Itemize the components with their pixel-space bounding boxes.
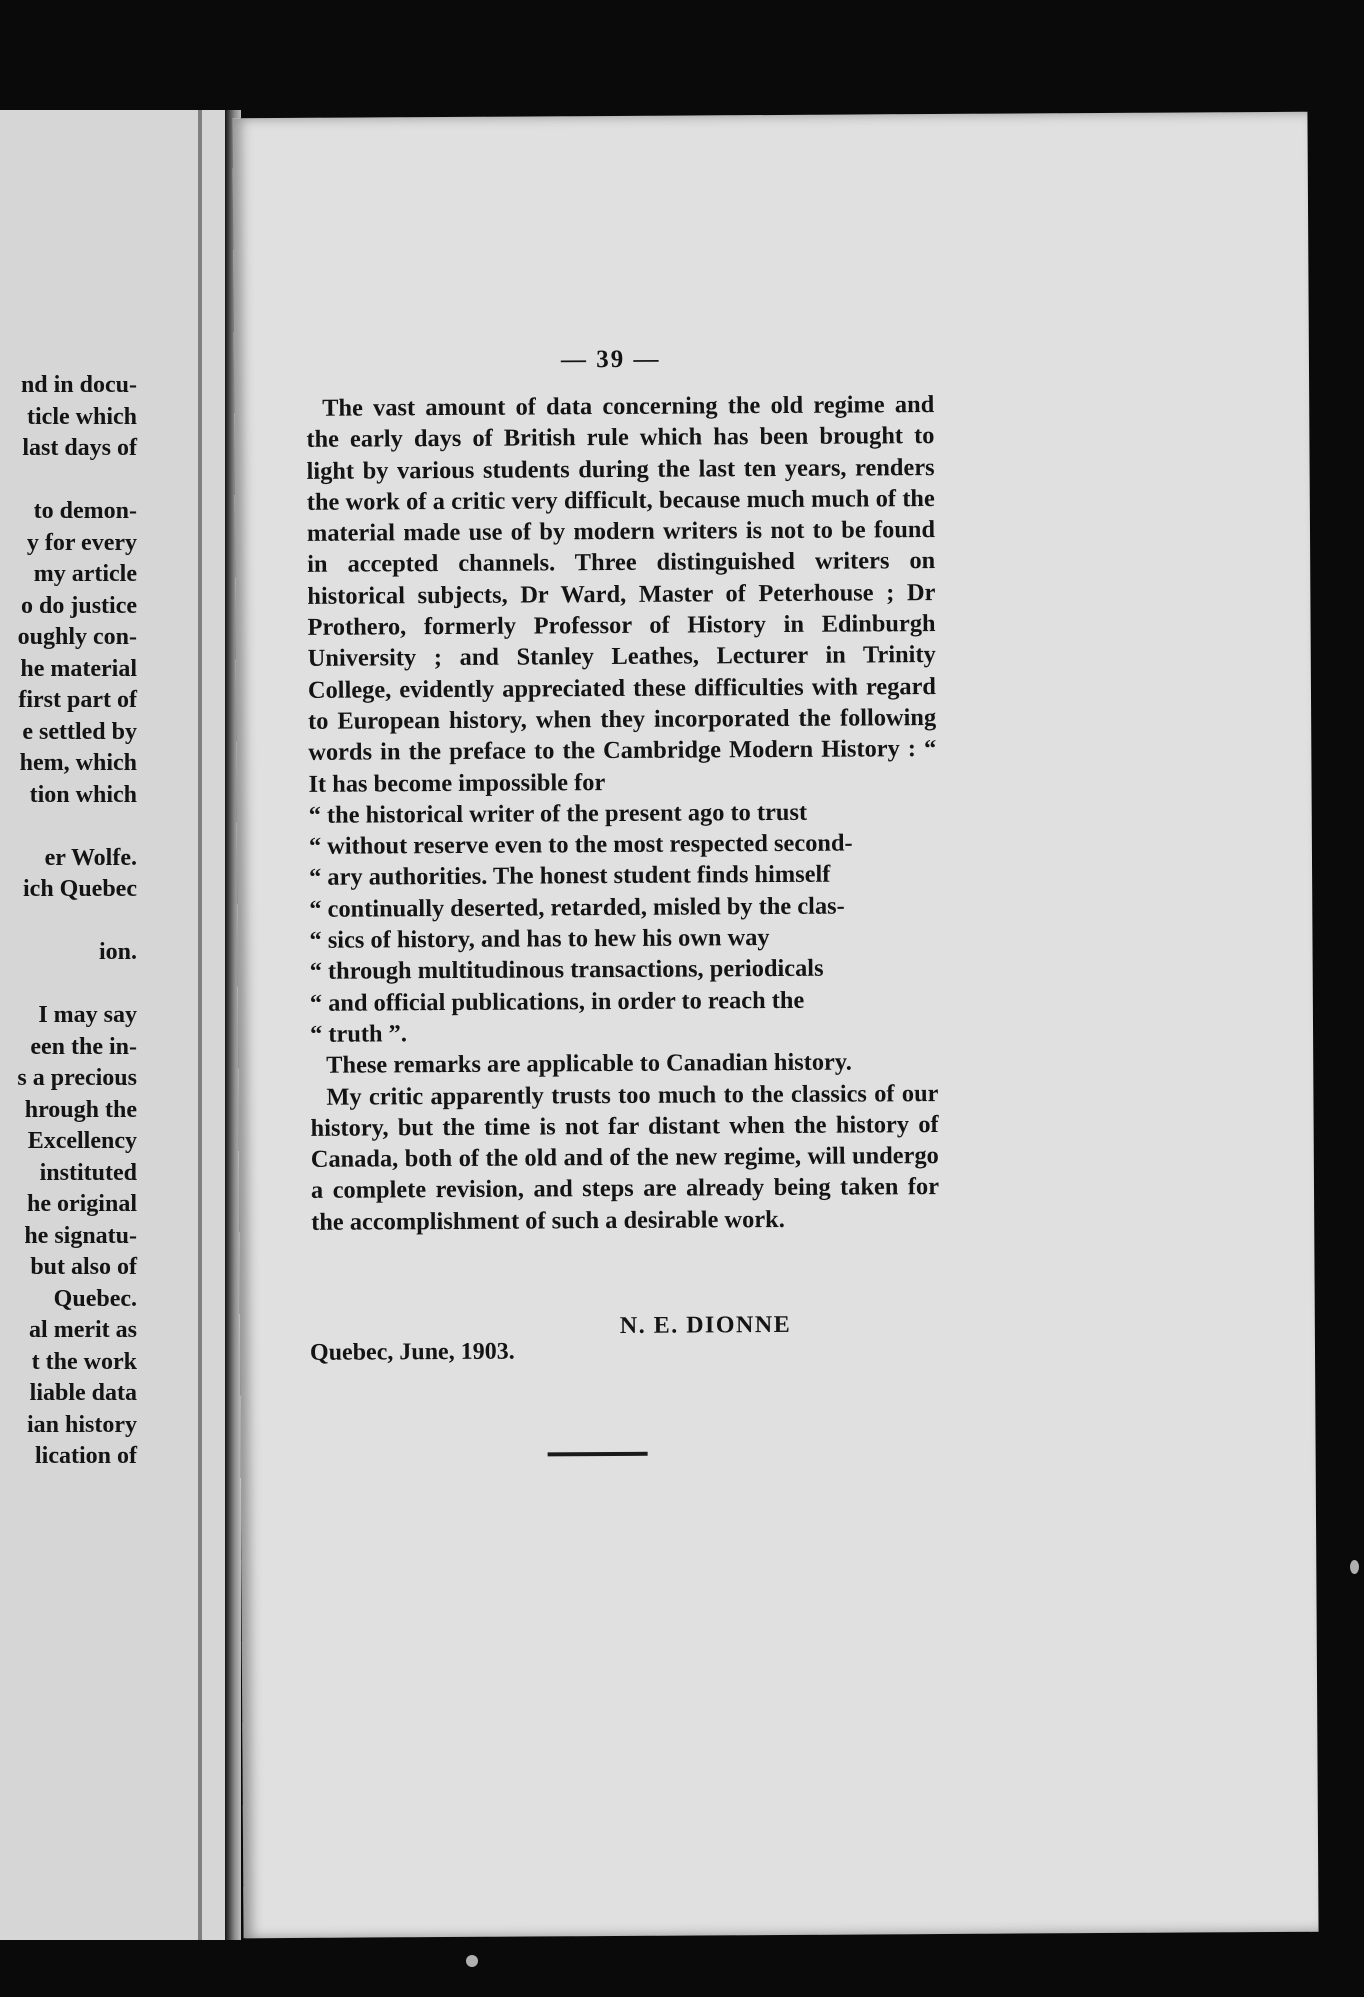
right-page xyxy=(232,112,1318,1939)
quote-line: “ truth ”. xyxy=(309,1020,408,1048)
left-page-line: he material xyxy=(20,655,137,682)
left-page-line: t the work xyxy=(31,1348,137,1375)
scan-speck xyxy=(1350,1560,1359,1574)
quote-line: “ continually deserted, retarded, misled by the clas- xyxy=(309,892,845,923)
left-page-line: I may say xyxy=(38,1002,137,1028)
page-number: — 39 — xyxy=(560,345,661,374)
left-page-line xyxy=(0,906,137,938)
left-page-line: hrough the xyxy=(24,1096,137,1123)
quote-line: “ and official publications, in order to reach the xyxy=(309,986,805,1017)
quote-line: “ sics of history, and has to hew his own way xyxy=(309,924,770,954)
left-page-line: hem, which xyxy=(19,750,137,776)
left-page-line xyxy=(0,811,137,843)
dateline: Quebec, June, 1903. xyxy=(309,1338,515,1366)
left-page-line: to demon- xyxy=(33,498,137,524)
end-rule xyxy=(548,1452,648,1457)
left-page-line: e settled by xyxy=(22,718,137,745)
left-page-line: al merit as xyxy=(29,1317,137,1343)
quote-line: “ without reserve even to the most respected second- xyxy=(308,829,853,861)
left-page-line: he signatu- xyxy=(24,1222,137,1249)
quote-line: “ through multitudinous transactions, periodicals xyxy=(309,955,824,986)
left-page-line: ticle which xyxy=(27,403,137,430)
quote-line: “ the historical writer of the present ago to trust xyxy=(308,798,808,829)
left-page-line: but also of xyxy=(30,1254,137,1280)
paragraph-1: The vast amount of data concerning the old regime and the early days of British rule which has been brought to light by various students during the last ten years, renders the work of a critic very difficult, because much much of the material made use of by modern writers is not to be found in accepted channels. Three distinguished writers on historical subjects, Dr Ward, Master of Peterhouse ; Dr Prothero, formerly Professor of History in Edinburgh University ; and Stanley Leathes, Lecturer in Trinity College, evidently appreciated these difficulties with regard to European history, when they incorporated the following words in the preface to the Cambridge Modern History : “ It has become impossible for xyxy=(306,391,937,798)
left-page-line: liable data xyxy=(29,1380,137,1406)
left-page-line: ian history xyxy=(26,1411,137,1438)
left-page-line: Excellency xyxy=(27,1128,137,1154)
left-page-line: first part of xyxy=(18,687,137,713)
left-page-line xyxy=(0,969,137,1001)
left-page-line: ich Quebec xyxy=(23,876,137,902)
left-page-line: y for every xyxy=(26,529,137,556)
left-page-text xyxy=(0,370,137,1473)
left-page-line: een the in- xyxy=(30,1033,137,1060)
body-text xyxy=(306,389,939,1238)
left-page-line: instituted xyxy=(39,1159,137,1186)
quotation xyxy=(309,796,939,1050)
scan-speck xyxy=(466,1955,478,1967)
paragraph-2: These remarks are applicable to Canadian history. xyxy=(326,1048,852,1079)
left-page-line: s a precious xyxy=(17,1065,137,1091)
quote-line: “ ary authorities. The honest student finds himself xyxy=(309,861,831,892)
author-signature: N. E. DIONNE xyxy=(619,1311,792,1339)
left-page-line: tion which xyxy=(29,781,137,808)
left-page-line: o do justice xyxy=(21,592,137,619)
left-page-line: er Wolfe. xyxy=(44,844,137,871)
left-page-edge xyxy=(198,110,202,1940)
left-page-line: last days of xyxy=(22,435,137,461)
left-page-line: nd in docu- xyxy=(20,372,137,398)
left-page-line: my article xyxy=(33,561,137,587)
left-page-line: oughly con- xyxy=(17,624,137,650)
left-page-line xyxy=(0,465,137,497)
paragraph-3: My critic apparently trusts too much to the classics of our history, but the time is not far distant when the history of Canada, both of the old and of the new regime, will undergo a complete revision, and steps are already being taken for the accomplishment of such a desirable work. xyxy=(310,1079,940,1236)
left-page xyxy=(0,110,225,1940)
left-page-line: he original xyxy=(26,1191,137,1217)
left-page-line: lication of xyxy=(35,1443,137,1469)
left-page-line: ion. xyxy=(98,939,137,965)
left-page-line: Quebec. xyxy=(53,1285,137,1312)
